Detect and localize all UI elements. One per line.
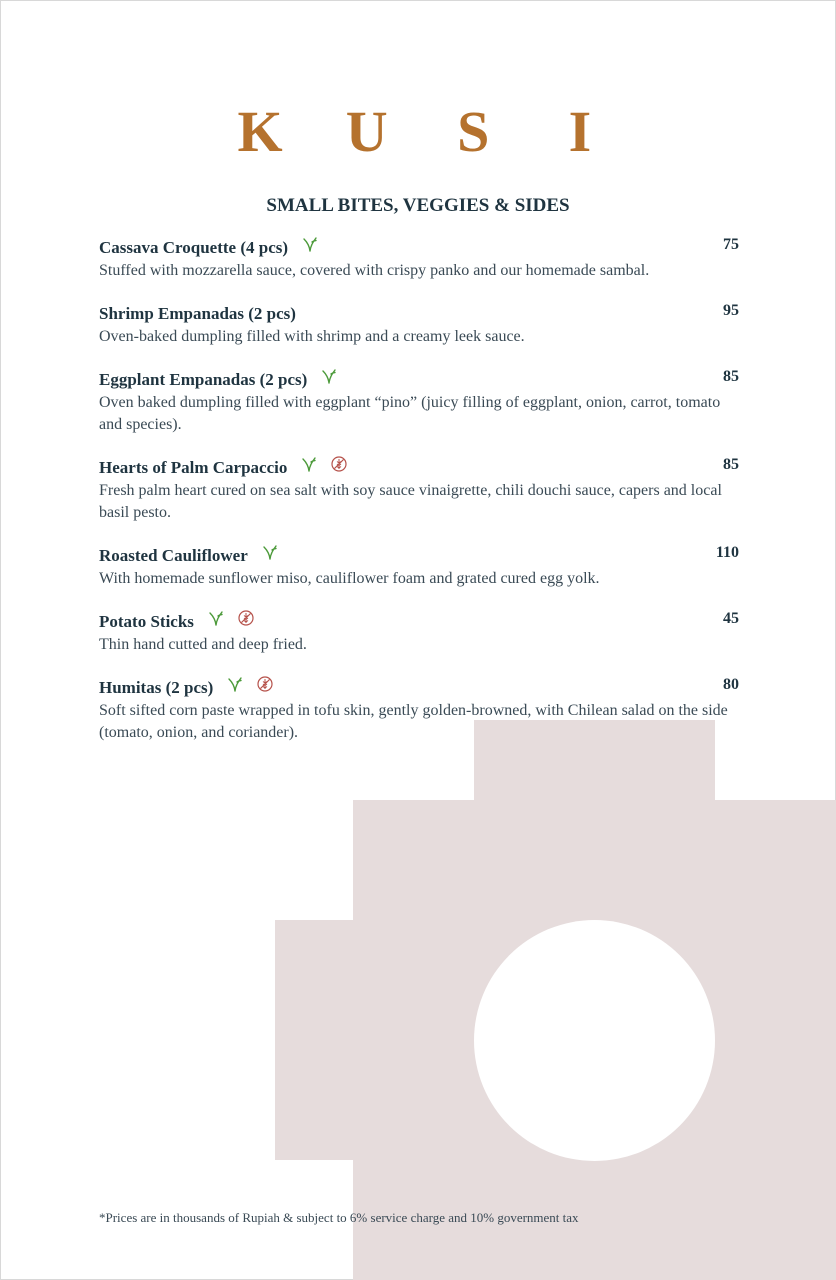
menu-item-description: Fresh palm heart cured on sea salt with soy sauce vinaigrette, chili douchi sauce, capers and local basil pesto. [99, 482, 722, 521]
decorative-shape [353, 800, 836, 920]
menu-item-description: Oven baked dumpling filled with eggplant “pino” (juicy filling of eggplant, onion, carrot, tomato and species). [99, 394, 721, 433]
sprout-icon [301, 456, 317, 472]
decorative-circle [474, 920, 715, 1161]
menu-item-name: Cassava Croquette (4 pcs) [99, 238, 289, 257]
brand-letter: S [457, 99, 490, 164]
brand-logo [230, 98, 610, 165]
menu-item-description: Thin hand cutted and deep fried. [99, 636, 307, 653]
section-title: SMALL BITES, VEGGIES & SIDES [266, 195, 570, 216]
menu-item-name: Potato Sticks [99, 612, 194, 631]
no-wheat-icon [331, 456, 347, 472]
menu-item-name: Roasted Cauliflower [99, 546, 248, 565]
brand-letter: U [345, 99, 388, 164]
menu-item [99, 676, 739, 744]
menu-item-description: With homemade sunflower miso, cauliflower foam and grated cured egg yolk. [99, 570, 600, 587]
brand-letter: I [568, 99, 592, 164]
menu-item-name: Shrimp Empanadas (2 pcs) [99, 304, 296, 323]
menu-item-header [99, 302, 739, 326]
menu-item [99, 302, 739, 348]
sprout-icon [262, 544, 278, 560]
menu-item-price: 110 [715, 544, 739, 561]
menu-item [99, 610, 739, 656]
menu-item-name: Humitas (2 pcs) [99, 678, 214, 697]
menu-item-price: 85 [723, 456, 739, 473]
brand-letter: K [237, 99, 283, 164]
no-wheat-icon [257, 676, 273, 692]
menu-item [99, 544, 739, 590]
menu-item [99, 236, 739, 282]
sprout-icon [302, 236, 318, 252]
menu-item-header [99, 676, 739, 700]
menu-item-header [99, 368, 739, 392]
menu-item-price: 95 [723, 302, 739, 319]
menu-item-name: Hearts of Palm Carpaccio [99, 458, 288, 477]
menu-item-header [99, 610, 739, 634]
menu-item-description: Stuffed with mozzarella sauce, covered with crispy panko and our homemade sambal. [99, 262, 650, 279]
menu-item-header [99, 456, 739, 480]
menu-item-price: 75 [723, 236, 739, 253]
menu-item-price: 85 [723, 368, 739, 385]
menu-item [99, 456, 739, 524]
sprout-icon [208, 610, 224, 626]
menu-item-description: Soft sifted corn paste wrapped in tofu skin, gently golden-browned, with Chilean salad on the side (tomato, onion, and coriander). [99, 702, 728, 741]
menu-list [99, 236, 739, 764]
no-wheat-icon [238, 610, 254, 626]
menu-item-header [99, 236, 739, 260]
menu-item-name: Eggplant Empanadas (2 pcs) [99, 370, 308, 389]
menu-item-description: Oven-baked dumpling filled with shrimp and a creamy leek sauce. [99, 328, 525, 345]
sprout-icon [321, 368, 337, 384]
price-footnote: *Prices are in thousands of Rupiah & subject to 6% service charge and 10% government tax [99, 1210, 579, 1225]
sprout-icon [227, 676, 243, 692]
menu-item [99, 368, 739, 436]
menu-item-header [99, 544, 739, 568]
menu-item-price: 80 [723, 676, 739, 693]
menu-item-price: 45 [723, 610, 739, 627]
